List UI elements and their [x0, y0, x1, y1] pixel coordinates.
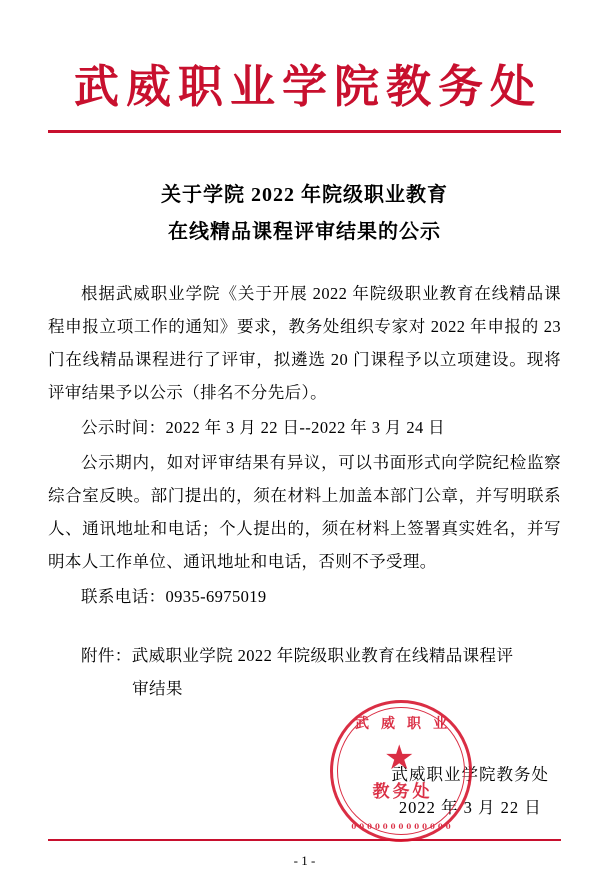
seal-and-signature [0, 700, 609, 830]
paragraph-contact-phone: 联系电话：0935-6975019 [81, 586, 267, 606]
attachment-title-line-1: 武威职业学院 2022 年院级职业教育在线精品课程评 [131, 645, 514, 665]
document-title [48, 177, 561, 251]
paragraph-background: 根据武威职业学院《关于开展 2022 年院级职业教育在线精品课程申报立项工作的通知》要求，教务处组织专家对 2022 年申报的 23 门在线精品课程进行了评审，拟遴选 20 门课程予以立项建设。现将评审结果予以公示（排名不分先后）。 [48, 283, 561, 402]
signature-issuer: 武威职业学院教务处 [391, 765, 549, 784]
signature-date: 2022 年 3 月 22 日 [398, 798, 542, 817]
seal-bottom-text: 0000000000000 [351, 822, 454, 831]
footer-page-number: - 1 - [293, 853, 316, 868]
attachment-title-line-2: 审结果 [132, 678, 183, 698]
attachment-label: 附件： [81, 645, 132, 665]
document-body [48, 277, 561, 705]
seal-mid-text: 教务处 [372, 782, 433, 802]
paragraph-publicity-period: 公示时间：2022 年 3 月 22 日--2022 年 3 月 24 日 [81, 417, 446, 437]
footer-divider [48, 839, 561, 841]
masthead-title: 武威职业学院教务处 [73, 60, 542, 113]
document-title-line-1: 关于学院 2022 年院级职业教育 [161, 183, 448, 206]
seal-top-text: 武威职业 [355, 716, 459, 732]
paragraph-objection-process: 公示期内，如对评审结果有异议，可以书面形式向学院纪检监察综合室反映。部门提出的，须在材料上加盖本部门公章，并写明联系人、通讯地址和电话；个人提出的，须在材料上签署真实姓名，并写明本人工作单位、通讯地址和电话，否则不予受理。 [48, 452, 561, 571]
attachment-block [48, 639, 561, 705]
masthead [48, 0, 561, 133]
masthead-divider [48, 130, 561, 133]
document-title-line-2: 在线精品课程评审结果的公示 [168, 220, 441, 243]
official-seal-icon [330, 700, 472, 842]
